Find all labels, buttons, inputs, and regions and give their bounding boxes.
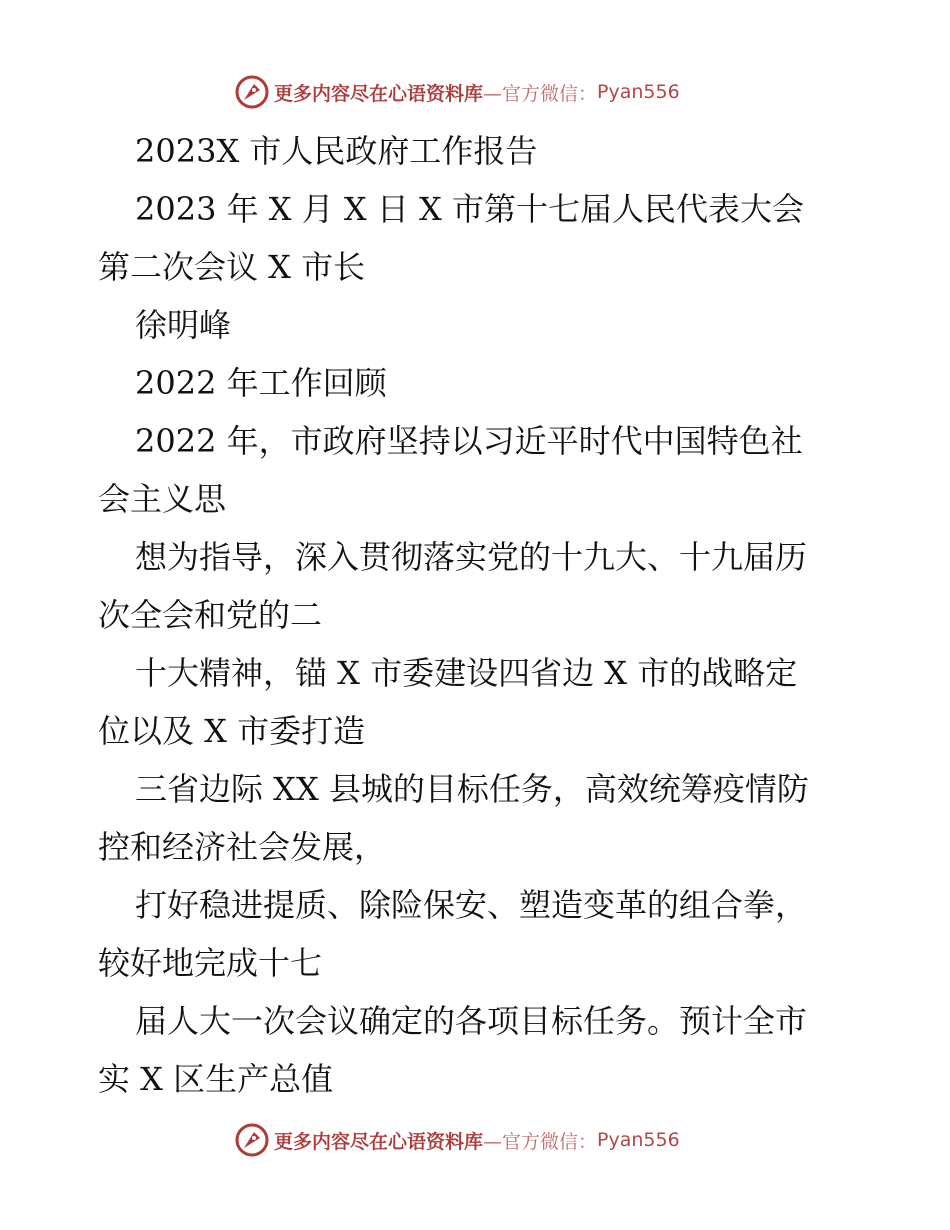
doc-line: 想为指导，深入贯彻落实党的十九大、十九届历 — [135, 538, 808, 576]
doc-line: 届人大一次会议确定的各项目标任务。预计全市 — [135, 1002, 808, 1040]
document-body — [98, 122, 858, 1108]
watermark-separator-text: —官方微信： — [483, 1130, 598, 1153]
doc-line: 三省边际 XX 县城的目标任务，高效统筹疫情防 — [135, 770, 809, 808]
doc-line: 会主义思 — [98, 480, 227, 518]
doc-line: 2022 年，市政府坚持以习近平时代中国特色社 — [135, 422, 803, 460]
watermark-id-text: Pyan556 — [597, 81, 680, 103]
doc-line: 徐明峰 — [135, 306, 232, 344]
doc-line: 实 X 区生产总值 — [98, 1060, 334, 1098]
doc-section-heading: 2022 年工作回顾 — [135, 364, 387, 402]
doc-line: 较好地完成十七 — [98, 944, 323, 982]
doc-line: 位以及 X 市委打造 — [98, 712, 366, 750]
doc-line: 控和经济社会发展， — [98, 828, 387, 866]
watermark-header — [234, 72, 680, 112]
pen-nib-circle-icon — [234, 74, 270, 110]
watermark-main-text: 更多内容尽在心语资料库 — [274, 1130, 484, 1153]
watermark-id-text: Pyan556 — [597, 1129, 680, 1151]
doc-line: 第二次会议 X 市长 — [98, 248, 366, 286]
doc-line: 2023 年 X 月 X 日 X 市第十七届人民代表大会 — [135, 190, 804, 228]
watermark-separator-text: —官方微信： — [483, 82, 598, 105]
pen-nib-circle-icon — [234, 1122, 270, 1158]
doc-line: 次全会和党的二 — [98, 596, 323, 634]
watermark-footer — [234, 1120, 680, 1160]
doc-line: 十大精神，锚 X 市委建设四省边 X 市的战略定 — [135, 654, 798, 692]
doc-line: 打好稳进提质、除险保安、塑造变革的组合拳， — [135, 886, 808, 924]
doc-title: 2023X 市人民政府工作报告 — [135, 132, 538, 170]
watermark-main-text: 更多内容尽在心语资料库 — [274, 82, 484, 105]
